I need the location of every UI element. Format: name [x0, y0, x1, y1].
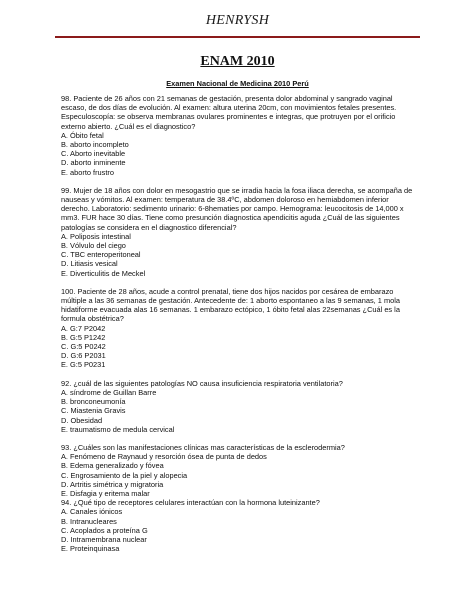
header-author: HENRYSH — [205, 13, 270, 28]
option-c: C. Aborto inevitable — [61, 149, 126, 159]
question-99 — [61, 186, 414, 278]
question-98 — [61, 94, 414, 177]
option-c: C. Engrosamiento de la piel y alopecia — [61, 470, 188, 480]
option-d: D. Obesidad — [61, 415, 103, 425]
option-c: C. Miastenia Gravis — [61, 406, 126, 416]
option-e: E. Diverticulitis de Meckel — [61, 268, 146, 278]
option-b: B. bronconeumonía — [61, 397, 126, 407]
question-text: 93. ¿Cuáles son las manifestaciones clínicas mas características de la esclerodermia? — [61, 442, 345, 452]
option-d: D. Artritis simétrica y migratoria — [61, 479, 164, 489]
question-text: 99. Mujer de 18 años con dolor en mesogastrio que se irradia hacia la fosa iliaca derecha, se acompaña de nauseas y vómitos. Al examen: temperatura de 38.4ºC, abdomen doloroso en hemiabdomen inferior derecho. Laboratorio: sedimento urinario: 6-8hematies por campo. Hemograma: leucocitosis de 14,000 x mm3. FUR hace 30 días. Tiene como presunción diagnostica apendicitis aguda ¿Cuál de las siguientes patologías se considera en el diagnostico diferencial? — [61, 185, 413, 232]
option-b: B. G:5 P1242 — [61, 332, 106, 342]
option-e: E. traumatismo de medula cervical — [61, 424, 175, 434]
question-94 — [61, 498, 414, 553]
question-list — [61, 94, 414, 553]
question-93 — [61, 443, 414, 498]
option-a: A. Poliposis intestinal — [61, 231, 131, 241]
option-c: C. G:5 P0242 — [61, 342, 106, 352]
option-d: D. aborto inminente — [61, 158, 126, 168]
option-c: C. TBC enteroperitoneal — [61, 250, 141, 260]
option-d: D. G:6 P2031 — [61, 351, 106, 361]
question-text: 98. Paciente de 26 años con 21 semanas de gestación, presenta dolor abdominal y sangrado vaginal escaso, de dos días de evolución. Al examen: altura uterina 20cm, con movimientos fetales presentes. Especuloscopía: se observa membranas ovulares prominentes e integras, que protruyen por el orificio externo abierto. ¿Cuál es el diagnostico? — [61, 94, 397, 131]
option-d: D. Litiasis vesical — [61, 259, 118, 269]
question-text: 100. Paciente de 28 años, acude a control prenatal, tiene dos hijos nacidos por cesárea de embarazo múltiple a las 36 semanas de gestación. Antecedente de: 1 aborto espontaneo a las 9 semanas, 1 mola hidatiforme evacuada alas 16 semanas. 1 embarazo ectópico, 1 óbito fetal alas 22semanas ¿Cuál es la formula obstétrica? — [61, 286, 400, 324]
option-e: E. aborto frustro — [61, 167, 114, 177]
option-b: B. Vólvulo del ciego — [61, 241, 126, 251]
option-c: C. Acoplados a proteína G — [61, 525, 148, 535]
option-b: B. Intranucleares — [61, 516, 117, 526]
question-100 — [61, 287, 414, 370]
option-a: A. Óbito fetal — [61, 130, 104, 140]
option-e: E. G:5 P0231 — [61, 360, 106, 370]
option-a: A. Canales iónicos — [61, 507, 123, 517]
header-divider — [55, 36, 420, 38]
question-92 — [61, 379, 414, 434]
option-a: A. Fenómeno de Raynaud y resorción ósea de punta de dedos — [61, 452, 267, 462]
option-d: D. Intramembrana nuclear — [61, 534, 147, 544]
option-a: A. G:7 P2042 — [61, 323, 106, 333]
option-b: B. Edema generalizado y fóvea — [61, 461, 164, 471]
question-text: 92. ¿cuál de las siguientes patologías NO causa insuficiencia respiratoria ventilatoria? — [61, 378, 343, 388]
question-text: 94. ¿Qué tipo de receptores celulares interactúan con la hormona luteinizante? — [61, 498, 320, 508]
document-subtitle: Examen Nacional de Medicina 2010 Perú — [166, 79, 309, 88]
option-e: E. Disfagia y eritema malar — [61, 488, 150, 498]
option-e: E. Proteinquinasa — [61, 544, 120, 554]
option-b: B. aborto incompleto — [61, 140, 129, 150]
document-title: ENAM 2010 — [200, 54, 275, 69]
option-a: A. síndrome de Guillan Barre — [61, 387, 157, 397]
